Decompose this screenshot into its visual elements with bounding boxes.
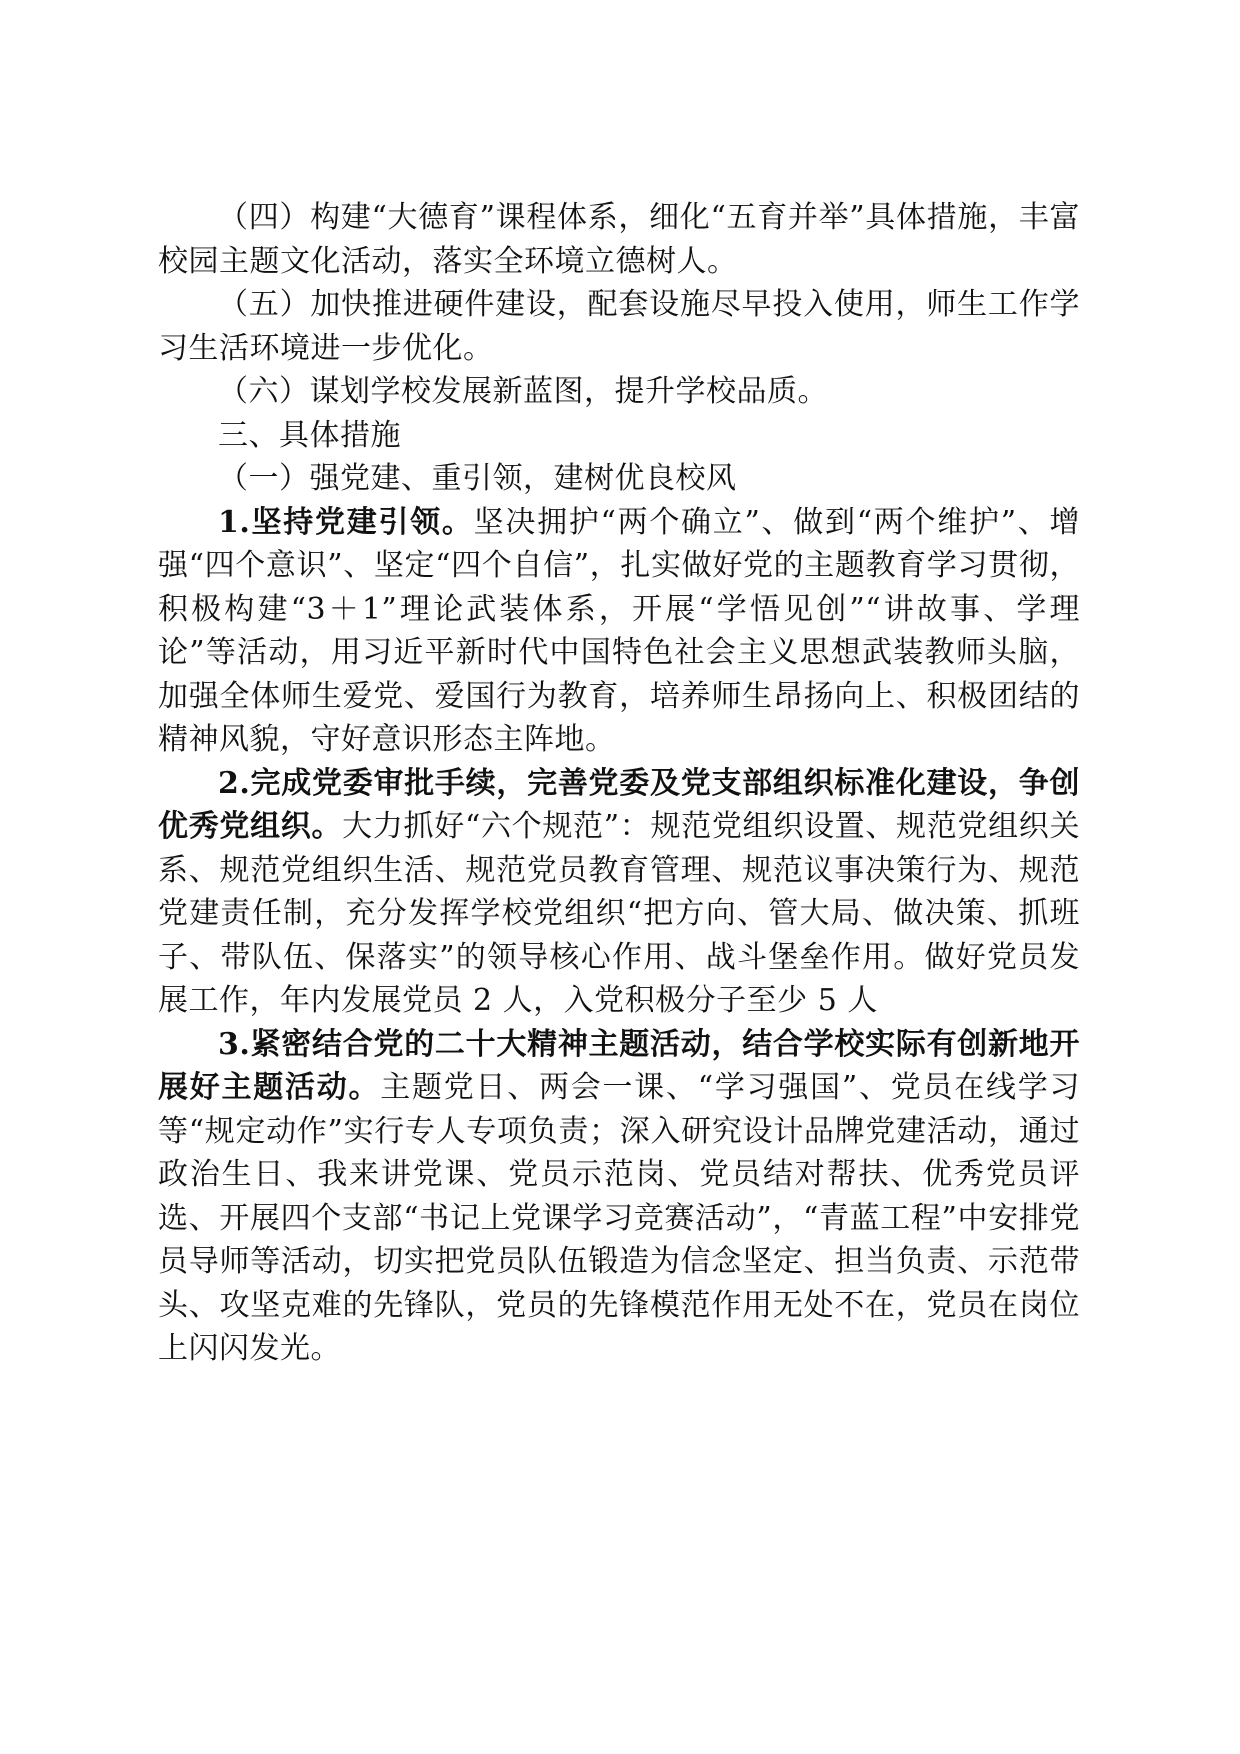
measure-lead-2: 2.完成党委审批手续，完善党委及党支部组织标准化建设，争创优秀党组织。 — [158, 765, 1080, 844]
measure-body-2: 大力抓好“六个规范”：规范党组织设置、规范党组织关系、规范党组织生活、规范党员教育管理、规范议事决策行为、规范党建责任制，充分发挥学校党组织“把方向、管大局、做决策、抓班子、带队伍、保落实”的领导核心作用、战斗堡垒作用。做好党员发展工作，年内发展党员 2 人，入党积极分子至少 5 人 — [158, 809, 1080, 1018]
section-heading-measures: 三、具体措施 — [218, 417, 401, 453]
document-body — [158, 196, 1080, 1371]
goal-paragraph-5: （五）加快推进硬件建设，配套设施尽早投入使用，师生工作学习生活环境进一步优化。 — [158, 287, 1080, 366]
goal-paragraph-6: （六）谋划学校发展新蓝图，提升学校品质。 — [218, 374, 828, 409]
measure-body-1: 坚决拥护“两个确立”、做到“两个维护”、增强“四个意识”、坚定“四个自信”，扎实做好党的主题教育学习贯彻，积极构建“3＋1”理论武装体系，开展“学悟见创”“讲故事、学理论”等活动，用习近平新时代中国特色社会主义思想武装教师头脑，加强全体师生爱党、爱国行为教育，培养师生昂扬向上、积极团结的精神风貌，守好意识形态主阵地。 — [158, 504, 1080, 757]
goal-paragraph-4: （四）构建“大德育”课程体系，细化“五育并举”具体措施，丰富校园主题文化活动，落实全环境立德树人。 — [158, 200, 1080, 279]
measure-paragraph-1 — [158, 501, 1080, 762]
measure-lead-3: 3.紧密结合党的二十大精神主题活动，结合学校实际有创新地开展好主题活动。 — [158, 1026, 1080, 1105]
measure-body-3: 主题党日、两会一课、“学习强国”、党员在线学习等“规定动作”实行专人专项负责；深入研究设计品牌党建活动，通过政治生日、我来讲党课、党员示范岗、党员结对帮扶、优秀党员评选、开展四个支部“书记上党课学习竞赛活动”，“青蓝工程”中安排党员导师等活动，切实把党员队伍锻造为信念坚定、担当负责、示范带头、攻坚克难的先锋队，党员的先锋模范作用无处不在，党员在岗位上闪闪发光。 — [158, 1070, 1080, 1366]
measure-paragraph-2 — [158, 762, 1080, 1023]
measure-lead-1: 1.坚持党建引领。 — [218, 504, 474, 540]
subsection-heading-party-building: （一）强党建、重引领，建树优良校风 — [218, 461, 737, 496]
measure-paragraph-3 — [158, 1023, 1080, 1371]
